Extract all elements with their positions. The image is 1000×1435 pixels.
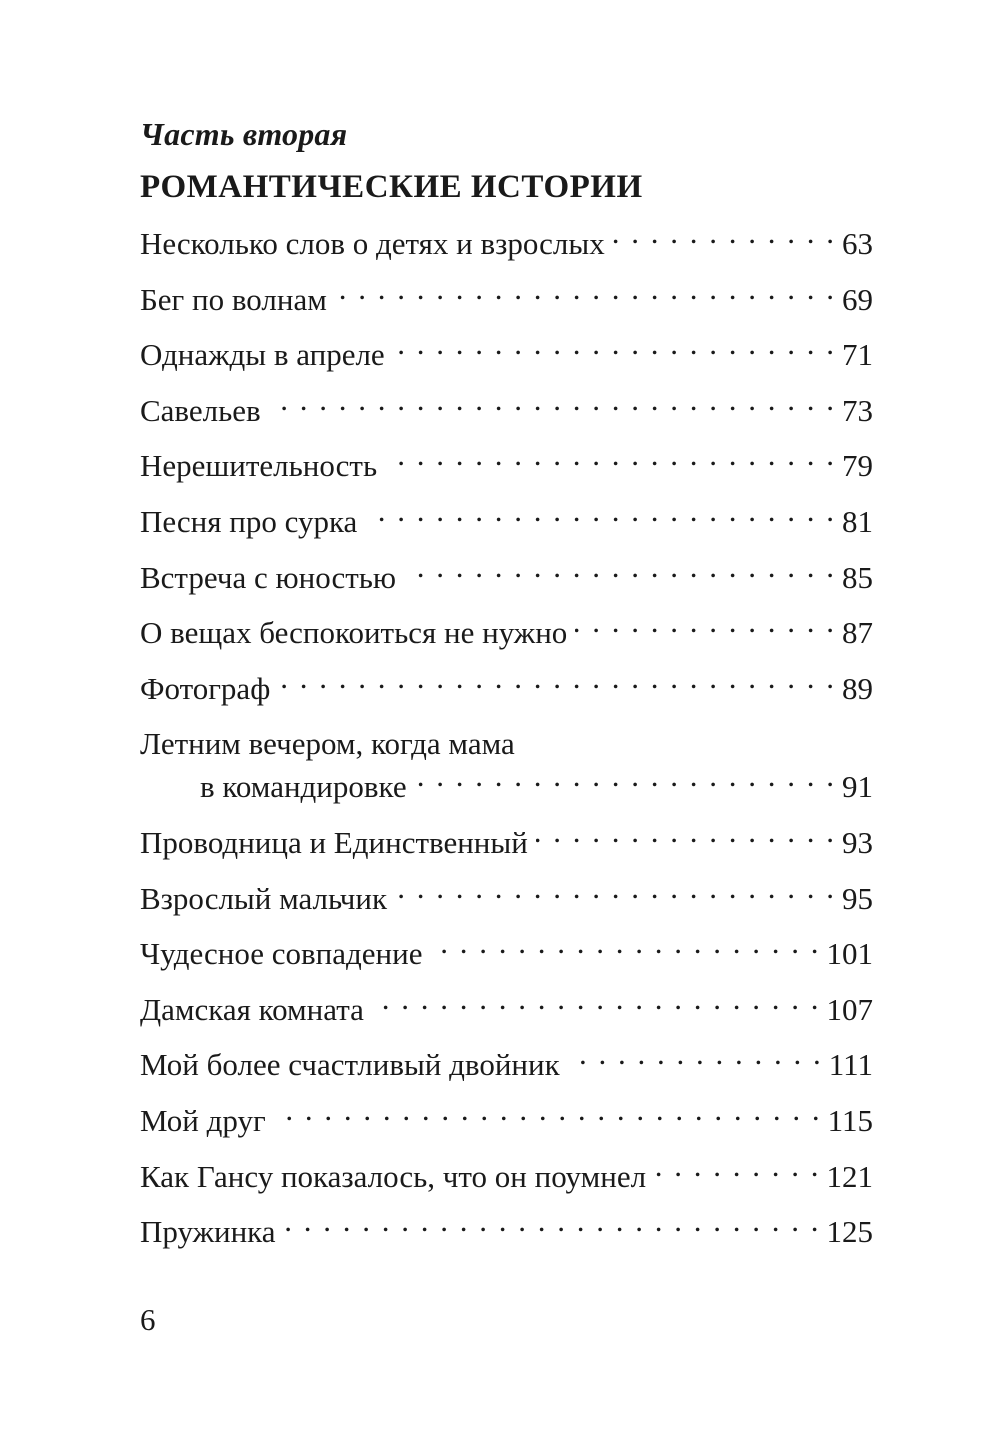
toc-leader-dots xyxy=(393,334,836,365)
toc-leader-dots xyxy=(404,557,836,588)
toc-entry[interactable] xyxy=(140,722,873,808)
toc-entry-page: 81 xyxy=(842,503,873,539)
toc-entry[interactable] xyxy=(140,988,873,1031)
toc-entry-title-line2: в командировке xyxy=(200,769,407,805)
toc-leader-dots xyxy=(575,612,836,643)
toc-leader-dots xyxy=(415,766,836,797)
toc-entry[interactable] xyxy=(140,667,873,710)
toc-entry[interactable] xyxy=(140,333,873,376)
toc-leader-dots xyxy=(278,668,836,699)
part-label: Часть вторая xyxy=(140,116,348,152)
toc-entry-page: 121 xyxy=(826,1158,873,1194)
toc-entry[interactable] xyxy=(140,222,873,265)
page-number: 6 xyxy=(140,1302,156,1337)
toc-leader-dots xyxy=(613,223,836,254)
toc-entry-page: 115 xyxy=(827,1102,873,1138)
toc-entry[interactable] xyxy=(140,444,873,487)
section-title: РОМАНТИЧЕСКИЕ ИСТОРИИ xyxy=(140,169,643,205)
toc-entry-title: Мой друг xyxy=(140,1102,266,1138)
toc-leader-dots xyxy=(568,1044,823,1075)
toc-entry[interactable] xyxy=(140,556,873,599)
toc-list xyxy=(140,222,873,1253)
toc-entry-page: 93 xyxy=(842,824,873,860)
toc-entry-title-line1: Летним вечером, когда мама xyxy=(140,726,515,762)
toc-entry-page: 89 xyxy=(842,670,873,706)
toc-entry-title: Проводница и Единственный xyxy=(140,824,528,860)
toc-leader-dots xyxy=(385,445,836,476)
table-of-contents-page xyxy=(140,112,873,1266)
toc-leader-dots xyxy=(284,1211,821,1242)
toc-entry-title: Савельев xyxy=(140,392,261,428)
toc-entry[interactable] xyxy=(140,278,873,321)
toc-entry[interactable] xyxy=(140,389,873,432)
toc-entry-page: 125 xyxy=(826,1214,873,1250)
toc-entry-title: О вещах беспокоиться не нужно xyxy=(140,615,568,651)
toc-entry-title: Пружинка xyxy=(140,1214,276,1250)
toc-entry-page: 95 xyxy=(842,880,873,916)
toc-entry-page: 71 xyxy=(842,337,873,373)
toc-entry-title: Мой более счастливый двойник xyxy=(140,1047,560,1083)
toc-leader-dots xyxy=(395,878,836,909)
toc-leader-dots xyxy=(335,279,836,310)
toc-entry-title: Чудесное совпадение xyxy=(140,936,423,972)
toc-entry[interactable] xyxy=(140,611,873,654)
toc-entry[interactable] xyxy=(140,500,873,543)
toc-entry-title: Взрослый мальчик xyxy=(140,880,388,916)
toc-entry[interactable] xyxy=(140,932,873,975)
toc-entry[interactable] xyxy=(140,877,873,920)
toc-leader-dots xyxy=(430,933,820,964)
toc-entry-page: 79 xyxy=(842,448,873,484)
toc-entry-title: Фотограф xyxy=(140,670,271,706)
toc-leader-dots xyxy=(274,1100,822,1131)
toc-entry-page: 107 xyxy=(826,991,873,1027)
toc-entry-page: 73 xyxy=(842,392,873,428)
toc-entry[interactable] xyxy=(140,821,873,864)
toc-leader-dots xyxy=(269,390,836,421)
toc-entry-page: 63 xyxy=(842,226,873,261)
toc-leader-dots xyxy=(654,1156,820,1187)
toc-leader-dots xyxy=(536,822,836,853)
toc-entry-title: Как Гансу показалось, что он поумнел xyxy=(140,1158,647,1194)
toc-entry[interactable] xyxy=(140,1210,873,1253)
toc-entry[interactable] xyxy=(140,1043,873,1086)
toc-leader-dots xyxy=(365,501,836,532)
toc-entry-page: 69 xyxy=(842,281,873,317)
toc-entry-title: Несколько слов о детях и взрослых xyxy=(140,226,605,261)
toc-entry-page: 87 xyxy=(842,615,873,651)
toc-entry-title: Однажды в апреле xyxy=(140,337,385,373)
toc-entry-title: Нерешительность xyxy=(140,448,378,484)
toc-entry-page: 111 xyxy=(828,1047,873,1083)
toc-entry[interactable] xyxy=(140,1099,873,1142)
toc-entry-page: 101 xyxy=(826,936,873,972)
toc-entry-title: Песня про сурка xyxy=(140,503,358,539)
toc-leader-dots xyxy=(372,989,821,1020)
toc-entry-title: Встреча с юностью xyxy=(140,559,397,595)
toc-entry-title: Дамская комната xyxy=(140,991,364,1027)
toc-entry[interactable] xyxy=(140,1155,873,1198)
toc-entry-page: 91 xyxy=(842,769,873,805)
toc-entry-title: Бег по волнам xyxy=(140,281,327,317)
toc-entry-page: 85 xyxy=(842,559,873,595)
